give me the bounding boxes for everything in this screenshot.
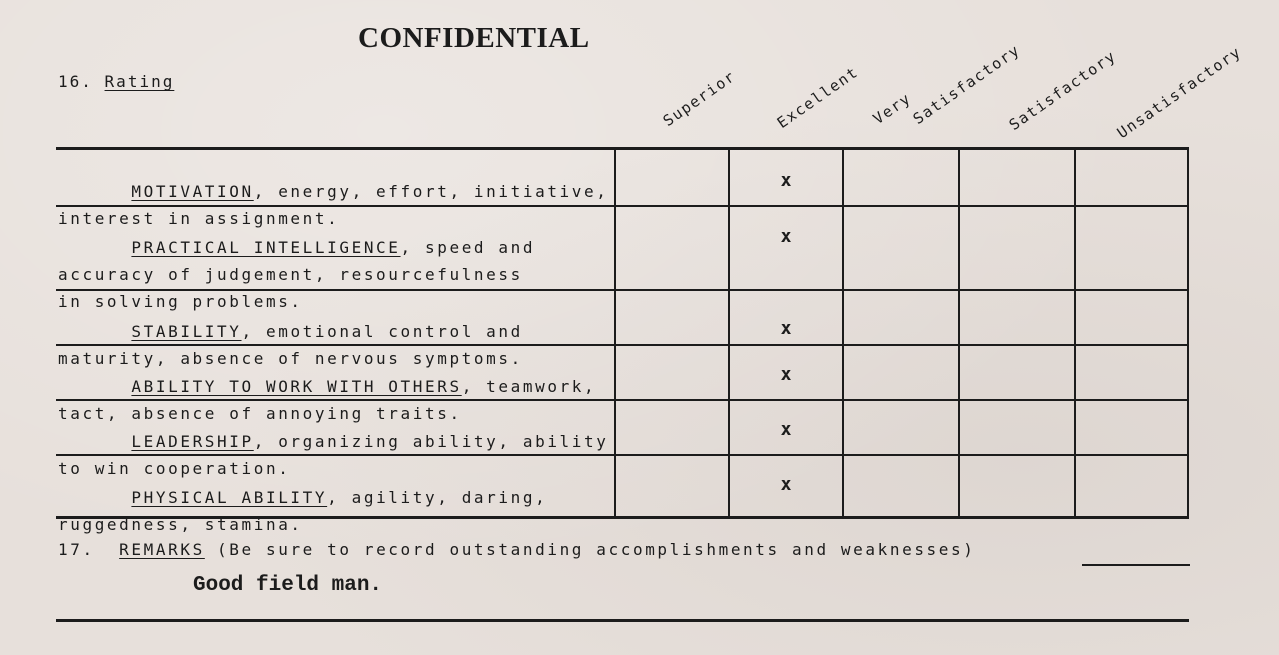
rating-mark: x	[780, 474, 792, 495]
rating-mark: x	[780, 419, 792, 440]
row-description: accuracy of judgement, resourcefulness	[58, 265, 523, 284]
rating-mark: x	[780, 226, 792, 247]
bottom-rule	[56, 619, 1189, 622]
row-description: , agility, daring,	[327, 488, 548, 507]
rating-table	[56, 147, 1189, 534]
column-header-superior: Superior	[659, 66, 740, 130]
column-header-very: Very	[869, 89, 915, 128]
row-description: tact, absence of annoying traits.	[58, 404, 462, 423]
row-heading: STABILITY	[131, 322, 242, 341]
row-description: in solving problems.	[58, 292, 303, 311]
row-heading: PHYSICAL ABILITY	[131, 488, 328, 507]
remarks-number: 17.	[58, 540, 95, 559]
column-header-very-satisfactory: Satisfactory	[909, 40, 1024, 128]
row-description: , speed and	[400, 238, 536, 257]
page-title: CONFIDENTIAL	[358, 22, 590, 54]
rating-section-label	[58, 72, 174, 91]
row-description: interest in assignment.	[58, 209, 340, 228]
rating-mark: x	[780, 364, 792, 385]
remarks-section	[58, 540, 975, 559]
remarks-entry: Good field man.	[193, 574, 383, 597]
rating-mark: x	[780, 170, 792, 191]
rating-heading: Rating	[104, 72, 175, 91]
row-description: ruggedness, stamina.	[58, 515, 303, 534]
row-heading: MOTIVATION	[131, 182, 254, 201]
rating-mark: x	[780, 318, 792, 339]
remarks-heading: REMARKS	[119, 540, 205, 559]
remarks-instruction: (Be sure to record outstanding accomplishments and weaknesses)	[204, 540, 976, 559]
column-header-satisfactory: Satisfactory	[1005, 46, 1120, 134]
row-heading: PRACTICAL INTELLIGENCE	[131, 238, 401, 257]
row-description: , teamwork,	[461, 377, 597, 396]
row-description: , energy, effort, initiative,	[253, 182, 609, 201]
column-header-excellent: Excellent	[773, 62, 862, 132]
row-description: maturity, absence of nervous symptoms.	[58, 349, 523, 368]
row-description: , organizing ability, ability	[253, 432, 609, 451]
rating-number: 16.	[58, 72, 93, 91]
remarks-blank-line	[1082, 564, 1190, 566]
row-description: to win cooperation.	[58, 459, 291, 478]
row-heading: ABILITY TO WORK WITH OTHERS	[131, 377, 462, 396]
row-description: , emotional control and	[241, 322, 523, 341]
column-header-unsatisfactory: Unsatisfactory	[1113, 42, 1245, 143]
row-heading: LEADERSHIP	[131, 432, 254, 451]
